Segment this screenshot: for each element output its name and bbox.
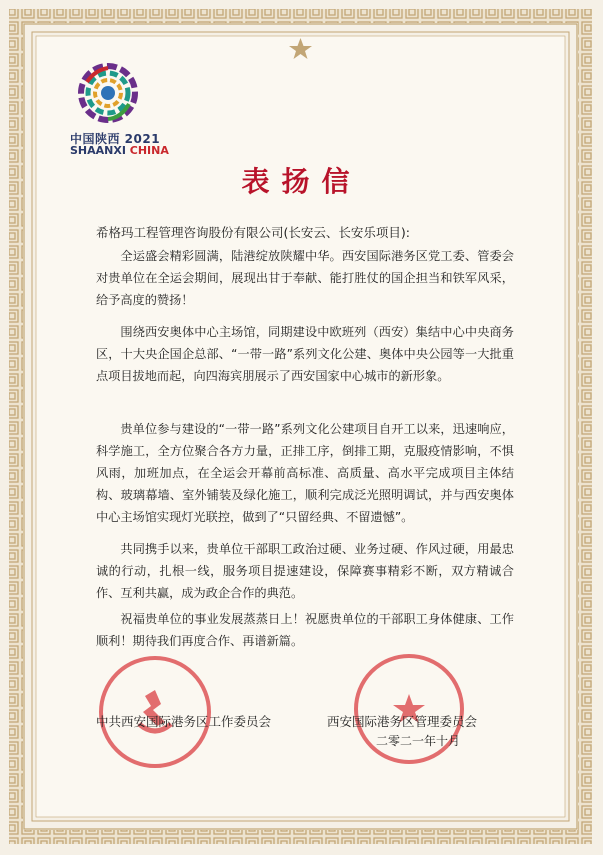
logo-english-text (70, 144, 169, 157)
logo-china-text: CHINA (129, 144, 169, 157)
body-paragraph-3: 贵单位参与建设的“一带一路”系列文化公建项目自开工以来，迅速响应，科学施工，全方位聚合各方力量，正排工序，倒排工期，克服疫情影响，不惧风雨，加班加点，在全运会开幕前高标准、高质量、高水平完成项目主体结构、玻璃幕墙、室外铺装及绿化施工，顺利完成泛光照明调试，并与西安奥体中心主场馆实现灯光联控，做到了“只留经典、不留遗憾”。 (96, 422, 514, 524)
recipient-line: 希格玛工程管理咨询股份有限公司(长安云、长安乐项目): (96, 225, 410, 240)
body-paragraph-4: 共同携手以来，贵单位干部职工政治过硬、业务过硬、作风过硬，用最忠诚的行动，扎根一线，服务项目提速建设，保障赛事精彩不断，双方精诚合作、互利共赢，成为政企合作的典范。 (96, 542, 514, 600)
logo-shaanxi-text: SHAANXI (70, 144, 126, 157)
letter-title: 表扬信 (241, 165, 362, 198)
logo-chinese-text: 中国陕西 2021 (70, 132, 161, 146)
signature-management-committee: 西安国际港务区管理委员会 (327, 714, 478, 729)
games-logo (68, 62, 148, 124)
letter-date: 二零二一年十月 (376, 734, 461, 748)
management-committee-seal (350, 650, 468, 768)
body-paragraph-2: 围绕西安奥体中心主场馆，同期建设中欧班列（西安）集结中心中央商务区，十大央企国企总部、“一带一路”系列文化公建、奥体中央公园等一大批重点项目拔地而起，向四海宾朋展示了西安国家中心城市的新形象。 (96, 325, 514, 383)
signature-party-committee: 中共西安国际港务区工作委员会 (96, 714, 272, 729)
body-paragraph-1: 全运盛会精彩圆满，陆港绽放陕耀中华。西安国际港务区党工委、管委会对贵单位在全运会期间，展现出甘于奉献、能打胜仗的国企担当和铁军风采，给予高度的赞扬！ (96, 249, 514, 307)
games-emblem-icon (77, 62, 139, 124)
body-paragraph-5: 祝福贵单位的事业发展蒸蒸日上！祝愿贵单位的干部职工身体健康、工作顺利！期待我们再度合作、再谱新篇。 (96, 612, 514, 648)
